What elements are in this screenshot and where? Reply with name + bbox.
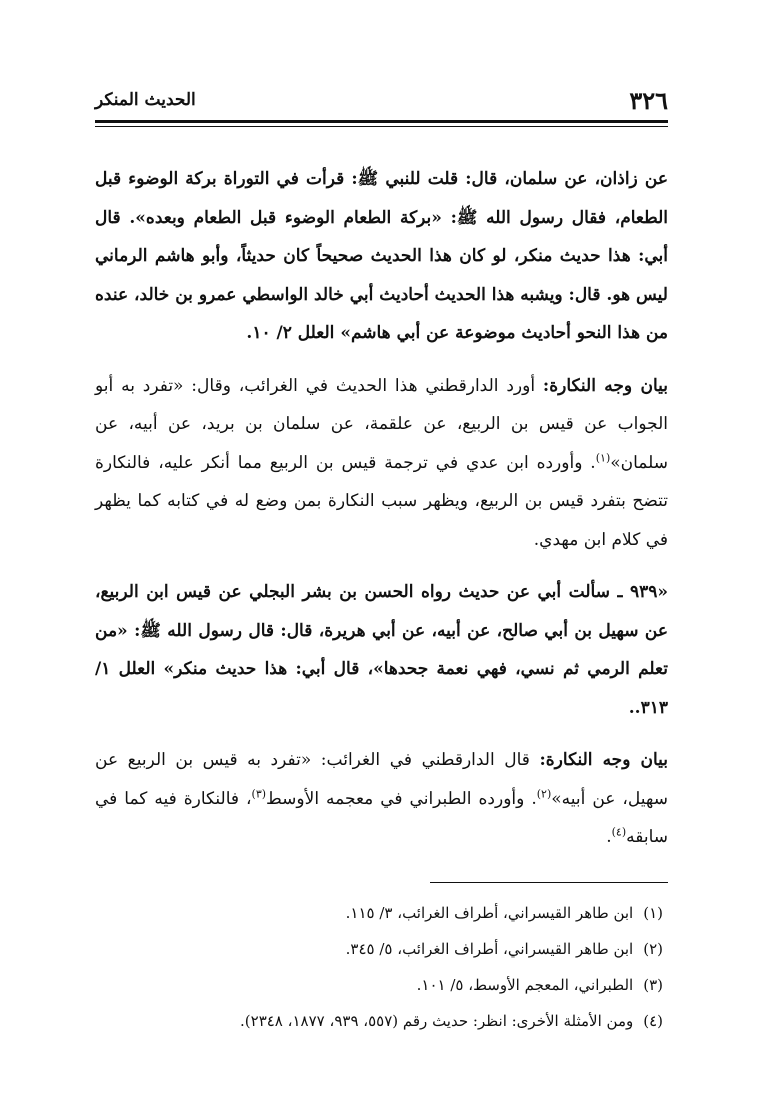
explanation-label: بيان وجه النكارة: xyxy=(542,375,668,396)
footnote-ref[interactable]: (٤) xyxy=(611,825,627,839)
footnote-item xyxy=(95,967,663,1003)
running-title: الحديث المنكر xyxy=(95,90,196,110)
footnote-item xyxy=(95,931,663,967)
footnote-number: (١) xyxy=(643,904,663,922)
footnote-text: ومن الأمثلة الأخرى: انظر: حديث رقم (٥٥٧، ٩٣٩، ١٨٧٧، ٢٣٤٨). xyxy=(240,1012,634,1030)
explanation-label: بيان وجه النكارة: xyxy=(539,750,669,770)
footnote-ref[interactable]: (٢) xyxy=(536,786,552,800)
footnote-item xyxy=(95,1003,663,1039)
footnote-text: الطبراني، المعجم الأوسط، ٥/ ١٠١. xyxy=(416,976,634,994)
paragraph-explanation-1 xyxy=(95,367,668,560)
explanation-text: . xyxy=(606,827,612,847)
main-text xyxy=(95,160,668,857)
paragraph-explanation-2 xyxy=(95,741,668,857)
explanation-text: أورد الدارقطني هذا الحديث في الغرائب، وقال: «تفرد به أبو الجواب عن قيس بن الربيع، عن علقمة، عن سلمان بن بريد، عن أبيه، عن سلمان» xyxy=(95,375,668,473)
explanation-text: قال الدارقطني في الغرائب: «تفرد به قيس بن الربيع عن سهيل، عن أبيه» xyxy=(95,750,669,809)
explanation-text: ، فالنكارة فيه كما في سابقه xyxy=(95,788,668,847)
page-header xyxy=(95,80,668,120)
explanation-text: . وأورده الطبراني في معجمه الأوسط xyxy=(266,788,537,809)
explanation-text: . وأورده ابن عدي في ترجمة قيس بن الربيع مما أنكر عليه، فالنكارة تتضح بتفرد قيس بن الربيع، ويظهر سبب النكارة بمن وضع له في كتابه كما يظهر في كلام ابن مهدي. xyxy=(95,452,668,550)
footnote-item xyxy=(95,895,663,931)
footnote-text: ابن طاهر القيسراني، أطراف الغرائب، ٣/ ١١٥. xyxy=(345,904,634,922)
header-rule-thin xyxy=(95,126,668,127)
paragraph-quote-1: عن زاذان، عن سلمان، قال: قلت للنبي ﷺ: قرأت في التوراة بركة الوضوء قبل الطعام، فقال رسول الله ﷺ: «بركة الطعام الوضوء قبل الطعام وبعده». قال أبي: هذا حديث منكر، لو كان هذا الحديث صحيحاً كان حديثاً، وأبو هاشم الرماني ليس هو. قال: ويشبه هذا الحديث أحاديث أبي خالد الواسطي عمرو بن خالد، عنده من هذا النحو أحاديث موضوعة عن أبي هاشم» العلل ٢/ ١٠. xyxy=(95,169,668,343)
footnote-number: (٤) xyxy=(643,1012,663,1030)
footnote-ref[interactable]: (٣) xyxy=(251,786,267,800)
footnote-separator xyxy=(430,882,668,883)
footnote-ref[interactable]: (١) xyxy=(595,450,611,464)
page-number: ٣٢٦ xyxy=(629,86,668,115)
footnote-number: (٢) xyxy=(643,940,663,958)
header-rule-thick xyxy=(95,120,668,123)
footnotes xyxy=(95,895,663,1039)
footnote-text: ابن طاهر القيسراني، أطراف الغرائب، ٥/ ٣٤٥. xyxy=(345,940,634,958)
footnote-number: (٣) xyxy=(643,976,663,994)
paragraph-quote-2: «٩٣٩ ـ سألت أبي عن حديث رواه الحسن بن بشر البجلي عن قيس ابن الربيع، عن سهيل بن أبي صالح، عن أبيه، عن أبي هريرة، قال: قال رسول الله ﷺ: «من تعلم الرمي ثم نسي، فهي نعمة جحدها»، قال أبي: هذا حديث منكر» العلل ١/ ٣١٣.. xyxy=(95,582,668,718)
